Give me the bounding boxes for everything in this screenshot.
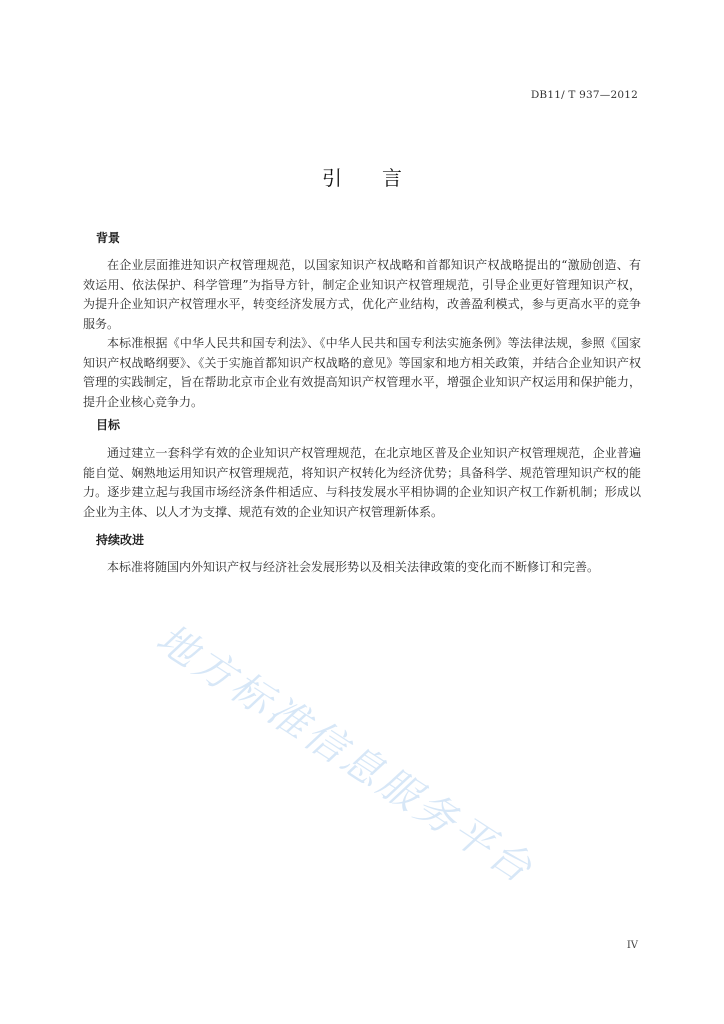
paragraph-background-1: 在企业层面推进知识产权管理规范，以国家知识产权战略和首都知识产权战略提出的“激励创造、有效运用、依法保护、科学管理”为指导方针，制定企业知识产权管理规范，引导企业更好管理知识产权，为提升企业知识产权管理水平，转变经济发展方式，优化产业结构，改善盈利模式，参与更高水平的竞争服务。: [83, 258, 641, 331]
paragraph-goal-1: 通过建立一套科学有效的企业知识产权管理规范，在北京地区普及企业知识产权管理规范，企业普遍能自觉、娴熟地运用知识产权管理规范，将知识产权转化为经济优势；具备科学、规范管理知识产权的能力。逐步建立起与我国市场经济条件相适应、与科技发展水平相协调的企业知识产权工作新机制；形成以企业为主体、以人才为支撑、规范有效的企业知识产权管理新体系。: [83, 446, 641, 519]
section-goal: [83, 415, 641, 522]
section-heading-goal: 目标: [96, 418, 121, 432]
page-title: 引言: [322, 166, 442, 190]
section-background: [83, 228, 641, 412]
paragraph-improvement-1: 本标准将随国内外知识产权与经济社会发展形势以及相关法律政策的变化而不断修订和完善。: [107, 560, 600, 574]
document-code: DB11/ T 937—2012: [530, 89, 638, 101]
section-improvement: [83, 530, 641, 578]
paragraph-background-2: 本标准根据《中华人民共和国专利法》、《中华人民共和国专利法实施条例》等法律法规，参照《国家知识产权战略纲要》、《关于实施首都知识产权战略的意见》等国家和地方相关政策，并结合企业知识产权管理的实践制定，旨在帮助北京市企业有效提高知识产权管理水平，增强企业知识产权运用和保护能力，提升企业核心竞争力。: [83, 336, 641, 409]
page-number: IV: [626, 940, 638, 951]
section-heading-improvement: 持续改进: [96, 533, 145, 547]
watermark-text: 地方标准信息服务平台: [148, 615, 543, 894]
section-heading-background: 背景: [96, 231, 121, 245]
